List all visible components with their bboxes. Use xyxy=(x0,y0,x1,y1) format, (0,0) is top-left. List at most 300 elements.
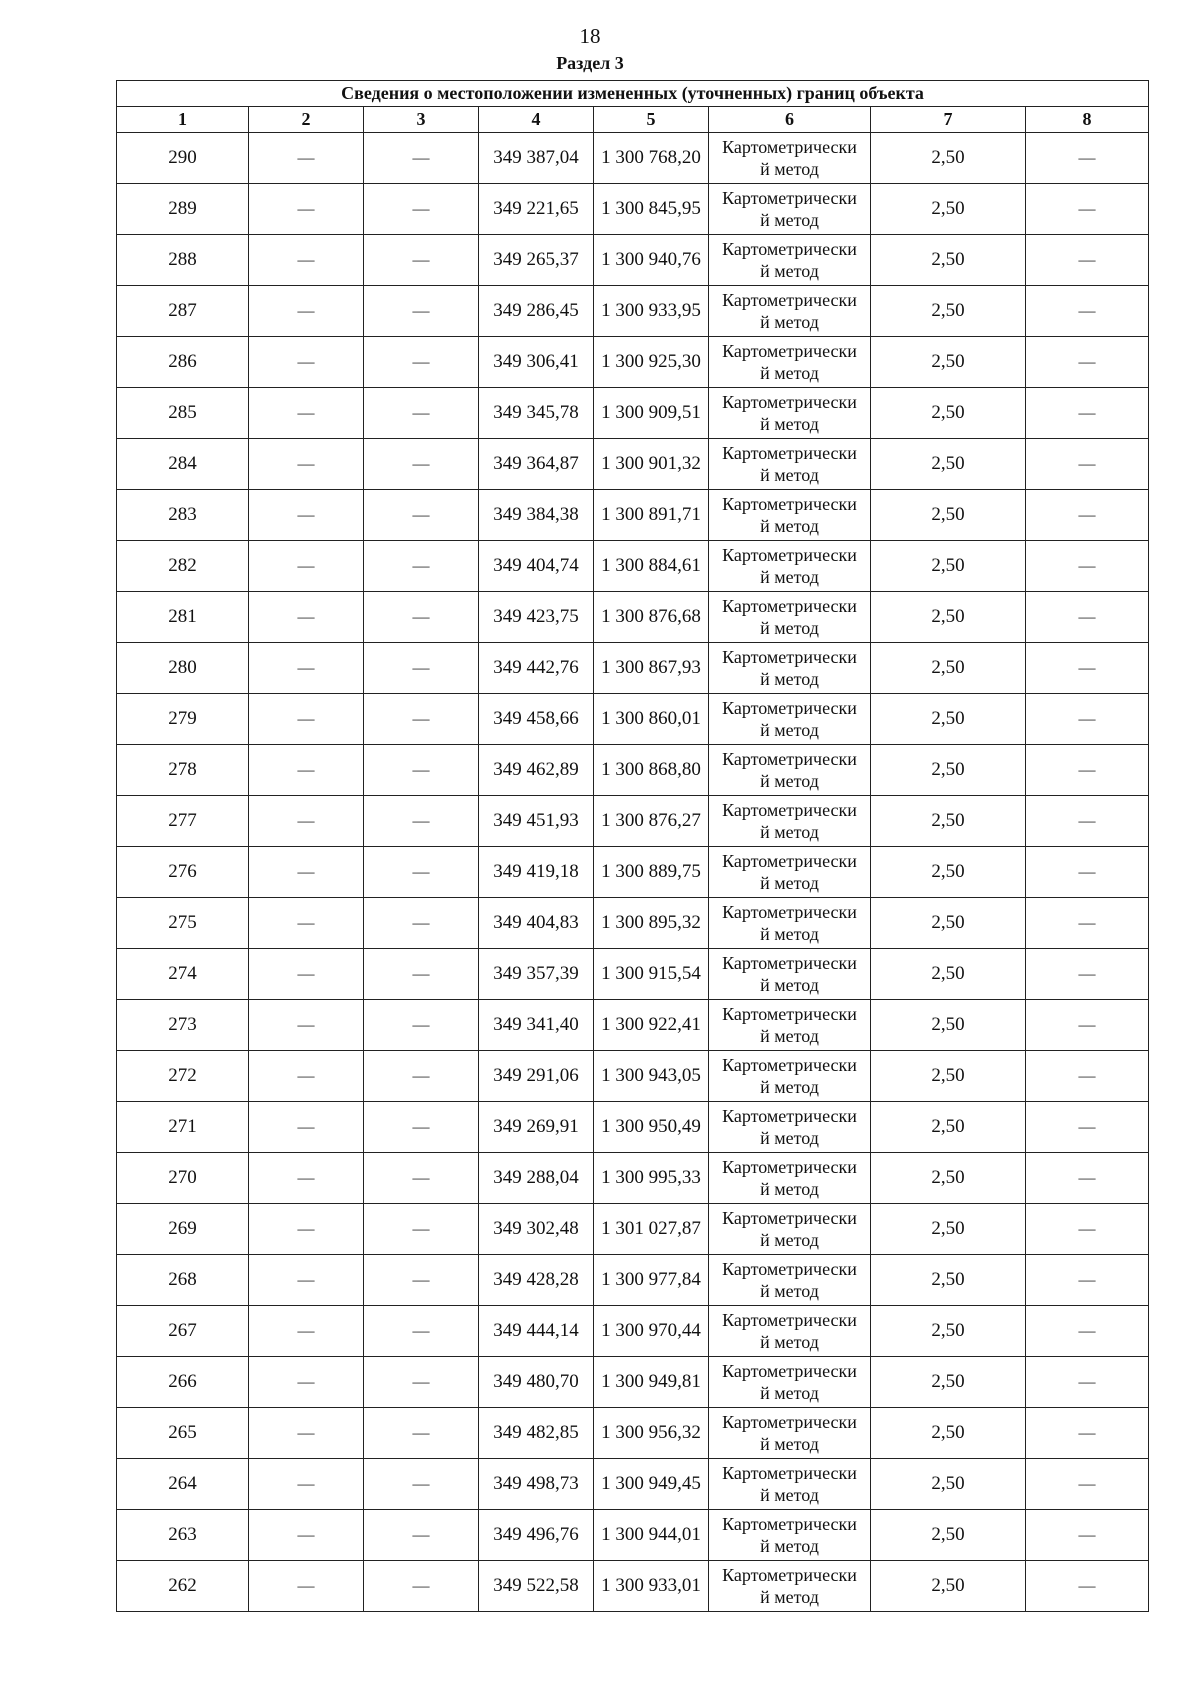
column-2-cell: — xyxy=(249,592,364,643)
point-number-cell: 264 xyxy=(117,1459,249,1510)
method-cell xyxy=(709,643,871,694)
column-3-cell: — xyxy=(364,388,479,439)
method-cell xyxy=(709,337,871,388)
table-row xyxy=(117,286,1149,337)
accuracy-cell: 2,50 xyxy=(871,898,1026,949)
table-row xyxy=(117,388,1149,439)
table-row xyxy=(117,1204,1149,1255)
method-text-line-2: й метод xyxy=(760,1281,819,1301)
table-row xyxy=(117,1459,1149,1510)
method-cell xyxy=(709,694,871,745)
method-cell xyxy=(709,133,871,184)
column-2-cell: — xyxy=(249,1357,364,1408)
accuracy-cell: 2,50 xyxy=(871,133,1026,184)
column-3-cell: — xyxy=(364,1153,479,1204)
column-header-7: 7 xyxy=(871,107,1026,133)
method-text-line-1: Картометрически xyxy=(722,1514,857,1534)
point-number-cell: 262 xyxy=(117,1561,249,1612)
method-text-line-2: й метод xyxy=(760,1077,819,1097)
method-text-line-1: Картометрически xyxy=(722,851,857,871)
column-2-cell: — xyxy=(249,1102,364,1153)
method-text-line-2: й метод xyxy=(760,363,819,383)
method-text-line-2: й метод xyxy=(760,312,819,332)
column-2-cell: — xyxy=(249,643,364,694)
accuracy-cell: 2,50 xyxy=(871,592,1026,643)
point-number-cell: 269 xyxy=(117,1204,249,1255)
method-text-line-1: Картометрически xyxy=(722,290,857,310)
column-8-cell: — xyxy=(1026,745,1149,796)
table-row xyxy=(117,949,1149,1000)
column-8-cell: — xyxy=(1026,1153,1149,1204)
method-text-line-1: Картометрически xyxy=(722,341,857,361)
point-number-cell: 273 xyxy=(117,1000,249,1051)
section-title: Раздел 3 xyxy=(556,53,624,73)
x-coordinate-cell: 349 221,65 xyxy=(479,184,594,235)
accuracy-cell: 2,50 xyxy=(871,694,1026,745)
accuracy-cell: 2,50 xyxy=(871,1459,1026,1510)
column-3-cell: — xyxy=(364,745,479,796)
method-text-line-1: Картометрически xyxy=(722,596,857,616)
table-row xyxy=(117,898,1149,949)
method-cell xyxy=(709,592,871,643)
method-text-line-2: й метод xyxy=(760,1587,819,1607)
y-coordinate-cell: 1 300 768,20 xyxy=(594,133,709,184)
x-coordinate-cell: 349 458,66 xyxy=(479,694,594,745)
column-3-cell: — xyxy=(364,1000,479,1051)
method-text-line-1: Картометрически xyxy=(722,1106,857,1126)
column-2-cell: — xyxy=(249,541,364,592)
table-row xyxy=(117,745,1149,796)
point-number-cell: 266 xyxy=(117,1357,249,1408)
method-text-line-2: й метод xyxy=(760,1026,819,1046)
method-text-line-1: Картометрически xyxy=(722,698,857,718)
method-text-line-1: Картометрически xyxy=(722,443,857,463)
column-2-cell: — xyxy=(249,286,364,337)
method-text-line-2: й метод xyxy=(760,1179,819,1199)
method-cell xyxy=(709,1357,871,1408)
y-coordinate-cell: 1 300 876,27 xyxy=(594,796,709,847)
method-text-line-2: й метод xyxy=(760,159,819,179)
accuracy-cell: 2,50 xyxy=(871,541,1026,592)
method-text-line-2: й метод xyxy=(760,516,819,536)
point-number-cell: 263 xyxy=(117,1510,249,1561)
column-3-cell: — xyxy=(364,1306,479,1357)
column-3-cell: — xyxy=(364,643,479,694)
column-3-cell: — xyxy=(364,1204,479,1255)
y-coordinate-cell: 1 300 867,93 xyxy=(594,643,709,694)
table-row xyxy=(117,1408,1149,1459)
point-number-cell: 284 xyxy=(117,439,249,490)
x-coordinate-cell: 349 345,78 xyxy=(479,388,594,439)
column-2-cell: — xyxy=(249,388,364,439)
method-cell xyxy=(709,1459,871,1510)
column-3-cell: — xyxy=(364,1459,479,1510)
column-header-3: 3 xyxy=(364,107,479,133)
column-header-6: 6 xyxy=(709,107,871,133)
point-number-cell: 275 xyxy=(117,898,249,949)
method-text-line-2: й метод xyxy=(760,771,819,791)
point-number-cell: 280 xyxy=(117,643,249,694)
accuracy-cell: 2,50 xyxy=(871,745,1026,796)
column-3-cell: — xyxy=(364,1510,479,1561)
column-2-cell: — xyxy=(249,1459,364,1510)
method-text-line-1: Картометрически xyxy=(722,1055,857,1075)
point-number-cell: 289 xyxy=(117,184,249,235)
column-header-5: 5 xyxy=(594,107,709,133)
x-coordinate-cell: 349 341,40 xyxy=(479,1000,594,1051)
accuracy-cell: 2,50 xyxy=(871,1306,1026,1357)
method-text-line-1: Картометрически xyxy=(722,494,857,514)
y-coordinate-cell: 1 300 922,41 xyxy=(594,1000,709,1051)
x-coordinate-cell: 349 306,41 xyxy=(479,337,594,388)
x-coordinate-cell: 349 522,58 xyxy=(479,1561,594,1612)
column-2-cell: — xyxy=(249,235,364,286)
method-cell xyxy=(709,388,871,439)
method-text-line-2: й метод xyxy=(760,720,819,740)
column-3-cell: — xyxy=(364,1408,479,1459)
method-text-line-2: й метод xyxy=(760,873,819,893)
x-coordinate-cell: 349 269,91 xyxy=(479,1102,594,1153)
column-8-cell: — xyxy=(1026,694,1149,745)
column-8-cell: — xyxy=(1026,1408,1149,1459)
x-coordinate-cell: 349 482,85 xyxy=(479,1408,594,1459)
accuracy-cell: 2,50 xyxy=(871,1510,1026,1561)
y-coordinate-cell: 1 300 956,32 xyxy=(594,1408,709,1459)
y-coordinate-cell: 1 300 925,30 xyxy=(594,337,709,388)
method-text-line-2: й метод xyxy=(760,924,819,944)
x-coordinate-cell: 349 462,89 xyxy=(479,745,594,796)
accuracy-cell: 2,50 xyxy=(871,184,1026,235)
column-2-cell: — xyxy=(249,133,364,184)
column-3-cell: — xyxy=(364,1561,479,1612)
accuracy-cell: 2,50 xyxy=(871,490,1026,541)
table-row xyxy=(117,694,1149,745)
column-8-cell: — xyxy=(1026,439,1149,490)
column-8-cell: — xyxy=(1026,286,1149,337)
method-cell xyxy=(709,235,871,286)
y-coordinate-cell: 1 300 876,68 xyxy=(594,592,709,643)
column-number-row xyxy=(117,107,1149,133)
column-8-cell: — xyxy=(1026,235,1149,286)
method-text-line-2: й метод xyxy=(760,822,819,842)
accuracy-cell: 2,50 xyxy=(871,1153,1026,1204)
method-text-line-2: й метод xyxy=(760,567,819,587)
column-3-cell: — xyxy=(364,133,479,184)
column-8-cell: — xyxy=(1026,1204,1149,1255)
column-3-cell: — xyxy=(364,337,479,388)
table-row xyxy=(117,847,1149,898)
table-row xyxy=(117,1102,1149,1153)
column-8-cell: — xyxy=(1026,1459,1149,1510)
method-cell xyxy=(709,847,871,898)
accuracy-cell: 2,50 xyxy=(871,796,1026,847)
table-row xyxy=(117,235,1149,286)
table-body xyxy=(117,133,1149,1612)
x-coordinate-cell: 349 265,37 xyxy=(479,235,594,286)
method-cell xyxy=(709,1306,871,1357)
method-text-line-2: й метод xyxy=(760,1332,819,1352)
column-8-cell: — xyxy=(1026,337,1149,388)
column-3-cell: — xyxy=(364,847,479,898)
method-cell xyxy=(709,490,871,541)
y-coordinate-cell: 1 300 933,01 xyxy=(594,1561,709,1612)
x-coordinate-cell: 349 357,39 xyxy=(479,949,594,1000)
column-header-1: 1 xyxy=(117,107,249,133)
y-coordinate-cell: 1 300 909,51 xyxy=(594,388,709,439)
column-8-cell: — xyxy=(1026,1561,1149,1612)
point-number-cell: 286 xyxy=(117,337,249,388)
point-number-cell: 268 xyxy=(117,1255,249,1306)
y-coordinate-cell: 1 300 901,32 xyxy=(594,439,709,490)
table-row xyxy=(117,1000,1149,1051)
column-2-cell: — xyxy=(249,1510,364,1561)
accuracy-cell: 2,50 xyxy=(871,235,1026,286)
column-2-cell: — xyxy=(249,1204,364,1255)
table-row xyxy=(117,1306,1149,1357)
x-coordinate-cell: 349 444,14 xyxy=(479,1306,594,1357)
method-text-line-1: Картометрически xyxy=(722,953,857,973)
accuracy-cell: 2,50 xyxy=(871,847,1026,898)
table-caption-row xyxy=(117,81,1149,107)
y-coordinate-cell: 1 300 977,84 xyxy=(594,1255,709,1306)
column-3-cell: — xyxy=(364,949,479,1000)
method-text-line-1: Картометрически xyxy=(722,1463,857,1483)
y-coordinate-cell: 1 300 940,76 xyxy=(594,235,709,286)
point-number-cell: 281 xyxy=(117,592,249,643)
table-row xyxy=(117,1561,1149,1612)
point-number-cell: 274 xyxy=(117,949,249,1000)
table-row xyxy=(117,490,1149,541)
point-number-cell: 270 xyxy=(117,1153,249,1204)
x-coordinate-cell: 349 451,93 xyxy=(479,796,594,847)
column-8-cell: — xyxy=(1026,1255,1149,1306)
column-2-cell: — xyxy=(249,184,364,235)
column-2-cell: — xyxy=(249,337,364,388)
x-coordinate-cell: 349 480,70 xyxy=(479,1357,594,1408)
method-cell xyxy=(709,439,871,490)
accuracy-cell: 2,50 xyxy=(871,1000,1026,1051)
x-coordinate-cell: 349 498,73 xyxy=(479,1459,594,1510)
column-2-cell: — xyxy=(249,1561,364,1612)
x-coordinate-cell: 349 302,48 xyxy=(479,1204,594,1255)
method-text-line-1: Картометрически xyxy=(722,188,857,208)
method-cell xyxy=(709,745,871,796)
table-row xyxy=(117,133,1149,184)
table-row xyxy=(117,1153,1149,1204)
column-8-cell: — xyxy=(1026,1000,1149,1051)
y-coordinate-cell: 1 300 891,71 xyxy=(594,490,709,541)
method-text-line-2: й метод xyxy=(760,1230,819,1250)
method-cell xyxy=(709,1000,871,1051)
point-number-cell: 282 xyxy=(117,541,249,592)
table-row xyxy=(117,796,1149,847)
column-3-cell: — xyxy=(364,796,479,847)
method-cell xyxy=(709,286,871,337)
method-text-line-1: Картометрически xyxy=(722,1412,857,1432)
column-3-cell: — xyxy=(364,541,479,592)
column-8-cell: — xyxy=(1026,133,1149,184)
column-3-cell: — xyxy=(364,184,479,235)
y-coordinate-cell: 1 300 884,61 xyxy=(594,541,709,592)
x-coordinate-cell: 349 364,87 xyxy=(479,439,594,490)
point-number-cell: 290 xyxy=(117,133,249,184)
x-coordinate-cell: 349 384,38 xyxy=(479,490,594,541)
y-coordinate-cell: 1 300 868,80 xyxy=(594,745,709,796)
method-text-line-2: й метод xyxy=(760,975,819,995)
y-coordinate-cell: 1 301 027,87 xyxy=(594,1204,709,1255)
point-number-cell: 283 xyxy=(117,490,249,541)
table-row xyxy=(117,337,1149,388)
accuracy-cell: 2,50 xyxy=(871,1051,1026,1102)
table-row xyxy=(117,541,1149,592)
column-3-cell: — xyxy=(364,1255,479,1306)
column-2-cell: — xyxy=(249,1255,364,1306)
method-text-line-2: й метод xyxy=(760,210,819,230)
method-text-line-1: Картометрически xyxy=(722,800,857,820)
x-coordinate-cell: 349 404,83 xyxy=(479,898,594,949)
x-coordinate-cell: 349 442,76 xyxy=(479,643,594,694)
method-text-line-2: й метод xyxy=(760,465,819,485)
column-2-cell: — xyxy=(249,1051,364,1102)
column-8-cell: — xyxy=(1026,949,1149,1000)
point-number-cell: 278 xyxy=(117,745,249,796)
table-row xyxy=(117,184,1149,235)
method-text-line-2: й метод xyxy=(760,1536,819,1556)
method-cell xyxy=(709,541,871,592)
column-2-cell: — xyxy=(249,1000,364,1051)
column-2-cell: — xyxy=(249,490,364,541)
table-row xyxy=(117,1255,1149,1306)
column-8-cell: — xyxy=(1026,796,1149,847)
method-text-line-1: Картометрически xyxy=(722,1361,857,1381)
accuracy-cell: 2,50 xyxy=(871,1357,1026,1408)
point-number-cell: 276 xyxy=(117,847,249,898)
accuracy-cell: 2,50 xyxy=(871,439,1026,490)
method-text-line-2: й метод xyxy=(760,669,819,689)
accuracy-cell: 2,50 xyxy=(871,1255,1026,1306)
method-text-line-1: Картометрически xyxy=(722,137,857,157)
accuracy-cell: 2,50 xyxy=(871,1102,1026,1153)
column-2-cell: — xyxy=(249,847,364,898)
method-text-line-1: Картометрически xyxy=(722,1310,857,1330)
accuracy-cell: 2,50 xyxy=(871,286,1026,337)
y-coordinate-cell: 1 300 845,95 xyxy=(594,184,709,235)
method-text-line-1: Картометрически xyxy=(722,1259,857,1279)
method-text-line-2: й метод xyxy=(760,1383,819,1403)
x-coordinate-cell: 349 288,04 xyxy=(479,1153,594,1204)
column-header-8: 8 xyxy=(1026,107,1149,133)
y-coordinate-cell: 1 300 944,01 xyxy=(594,1510,709,1561)
column-8-cell: — xyxy=(1026,643,1149,694)
column-2-cell: — xyxy=(249,949,364,1000)
method-text-line-1: Картометрически xyxy=(722,392,857,412)
point-number-cell: 287 xyxy=(117,286,249,337)
method-text-line-1: Картометрически xyxy=(722,1565,857,1585)
table-row xyxy=(117,592,1149,643)
method-cell xyxy=(709,1561,871,1612)
y-coordinate-cell: 1 300 949,45 xyxy=(594,1459,709,1510)
column-8-cell: — xyxy=(1026,541,1149,592)
accuracy-cell: 2,50 xyxy=(871,337,1026,388)
method-text-line-1: Картометрически xyxy=(722,1208,857,1228)
column-3-cell: — xyxy=(364,235,479,286)
column-3-cell: — xyxy=(364,490,479,541)
method-cell xyxy=(709,1204,871,1255)
y-coordinate-cell: 1 300 949,81 xyxy=(594,1357,709,1408)
accuracy-cell: 2,50 xyxy=(871,1204,1026,1255)
table-row xyxy=(117,439,1149,490)
point-number-cell: 285 xyxy=(117,388,249,439)
column-8-cell: — xyxy=(1026,1051,1149,1102)
method-text-line-1: Картометрически xyxy=(722,647,857,667)
column-2-cell: — xyxy=(249,898,364,949)
table-row xyxy=(117,1510,1149,1561)
method-cell xyxy=(709,184,871,235)
column-8-cell: — xyxy=(1026,1102,1149,1153)
column-3-cell: — xyxy=(364,592,479,643)
point-number-cell: 272 xyxy=(117,1051,249,1102)
column-8-cell: — xyxy=(1026,592,1149,643)
y-coordinate-cell: 1 300 970,44 xyxy=(594,1306,709,1357)
method-cell xyxy=(709,1408,871,1459)
column-3-cell: — xyxy=(364,1357,479,1408)
point-number-cell: 279 xyxy=(117,694,249,745)
method-text-line-2: й метод xyxy=(760,261,819,281)
column-8-cell: — xyxy=(1026,184,1149,235)
point-number-cell: 267 xyxy=(117,1306,249,1357)
y-coordinate-cell: 1 300 889,75 xyxy=(594,847,709,898)
y-coordinate-cell: 1 300 860,01 xyxy=(594,694,709,745)
column-3-cell: — xyxy=(364,694,479,745)
point-number-cell: 288 xyxy=(117,235,249,286)
column-2-cell: — xyxy=(249,694,364,745)
method-text-line-1: Картометрически xyxy=(722,239,857,259)
column-header-4: 4 xyxy=(479,107,594,133)
x-coordinate-cell: 349 496,76 xyxy=(479,1510,594,1561)
accuracy-cell: 2,50 xyxy=(871,388,1026,439)
method-text-line-1: Картометрически xyxy=(722,902,857,922)
column-8-cell: — xyxy=(1026,847,1149,898)
column-2-cell: — xyxy=(249,745,364,796)
y-coordinate-cell: 1 300 915,54 xyxy=(594,949,709,1000)
column-8-cell: — xyxy=(1026,898,1149,949)
column-2-cell: — xyxy=(249,1153,364,1204)
column-3-cell: — xyxy=(364,286,479,337)
y-coordinate-cell: 1 300 943,05 xyxy=(594,1051,709,1102)
x-coordinate-cell: 349 423,75 xyxy=(479,592,594,643)
column-2-cell: — xyxy=(249,796,364,847)
column-8-cell: — xyxy=(1026,388,1149,439)
boundary-coordinates-table xyxy=(116,80,1149,1612)
x-coordinate-cell: 349 428,28 xyxy=(479,1255,594,1306)
column-8-cell: — xyxy=(1026,1357,1149,1408)
method-cell xyxy=(709,1051,871,1102)
point-number-cell: 271 xyxy=(117,1102,249,1153)
method-cell xyxy=(709,1153,871,1204)
y-coordinate-cell: 1 300 950,49 xyxy=(594,1102,709,1153)
method-cell xyxy=(709,898,871,949)
method-text-line-1: Картометрически xyxy=(722,1157,857,1177)
x-coordinate-cell: 349 404,74 xyxy=(479,541,594,592)
point-number-cell: 265 xyxy=(117,1408,249,1459)
method-text-line-2: й метод xyxy=(760,618,819,638)
method-text-line-2: й метод xyxy=(760,1434,819,1454)
method-text-line-2: й метод xyxy=(760,1485,819,1505)
column-2-cell: — xyxy=(249,439,364,490)
accuracy-cell: 2,50 xyxy=(871,643,1026,694)
x-coordinate-cell: 349 286,45 xyxy=(479,286,594,337)
column-8-cell: — xyxy=(1026,1306,1149,1357)
